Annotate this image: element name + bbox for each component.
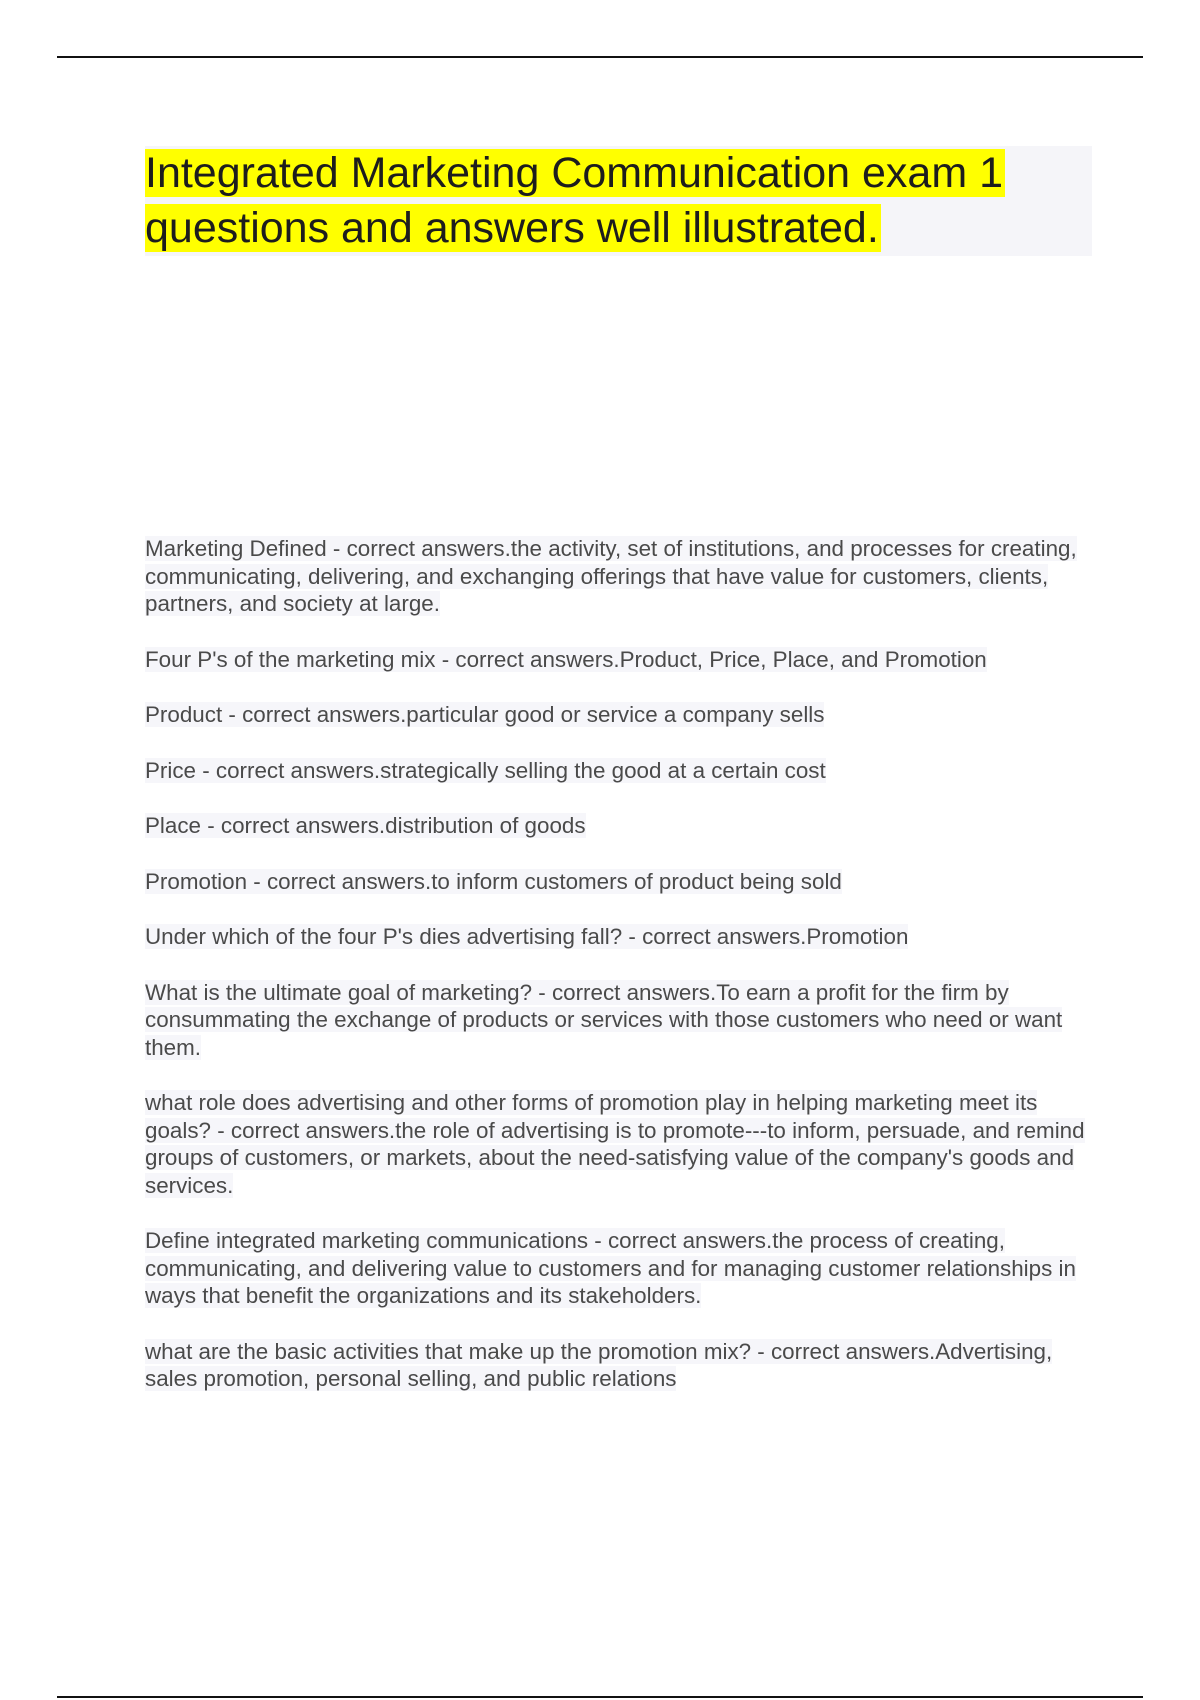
title-block bbox=[145, 146, 1092, 256]
qa-item-text: what role does advertising and other forms of promotion play in helping marketing meet its goals? - correct answers.the role of advertising is to promote---to inform, persuade, and remind groups of customers, or markets, about the need-satisfying value of the company's goods and services. bbox=[145, 1090, 1085, 1198]
title-highlight: Integrated Marketing Communication exam 1 questions and answers well illustrated. bbox=[145, 149, 1004, 252]
qa-item-text: Marketing Defined - correct answers.the activity, set of institutions, and processes for creating, communicating, delivering, and exchanging offerings that have value for customers, clients, partners, and society at large. bbox=[145, 536, 1077, 616]
qa-item bbox=[145, 923, 1095, 951]
qa-item-text: Place - correct answers.distribution of goods bbox=[145, 813, 586, 838]
qa-item-text: Four P's of the marketing mix - correct answers.Product, Price, Place, and Promotion bbox=[145, 646, 987, 672]
top-rule bbox=[57, 56, 1143, 58]
qa-item bbox=[145, 1338, 1095, 1393]
qa-list bbox=[145, 535, 1095, 1421]
qa-item bbox=[145, 535, 1095, 618]
qa-item-text: what are the basic activities that make up the promotion mix? - correct answers.Advertising, sales promotion, personal selling, and public relations bbox=[145, 1338, 1053, 1391]
qa-item-text: Define integrated marketing communications - correct answers.the process of creating, communicating, and delivering value to customers and for managing customer relationships in ways that benefit the organizations and its stakeholders. bbox=[145, 1228, 1076, 1308]
qa-item-text: Promotion - correct answers.to inform customers of product being sold bbox=[145, 868, 842, 894]
bottom-rule bbox=[57, 1696, 1143, 1698]
document-title bbox=[145, 146, 1092, 256]
qa-item bbox=[145, 868, 1095, 896]
qa-item bbox=[145, 979, 1095, 1062]
qa-item-text: Under which of the four P's dies advertising fall? - correct answers.Promotion bbox=[145, 924, 909, 949]
qa-item bbox=[145, 1227, 1095, 1310]
qa-item bbox=[145, 646, 1095, 674]
qa-item-text: What is the ultimate goal of marketing? - correct answers.To earn a profit for the firm by consummating the exchange of products or services with those customers who need or want them. bbox=[145, 979, 1063, 1060]
qa-item bbox=[145, 757, 1095, 785]
qa-item-text: Product - correct answers.particular good or service a company sells bbox=[145, 702, 825, 727]
qa-item bbox=[145, 812, 1095, 840]
qa-item-text: Price - correct answers.strategically selling the good at a certain cost bbox=[145, 757, 826, 783]
qa-item bbox=[145, 701, 1095, 729]
qa-item bbox=[145, 1089, 1095, 1199]
